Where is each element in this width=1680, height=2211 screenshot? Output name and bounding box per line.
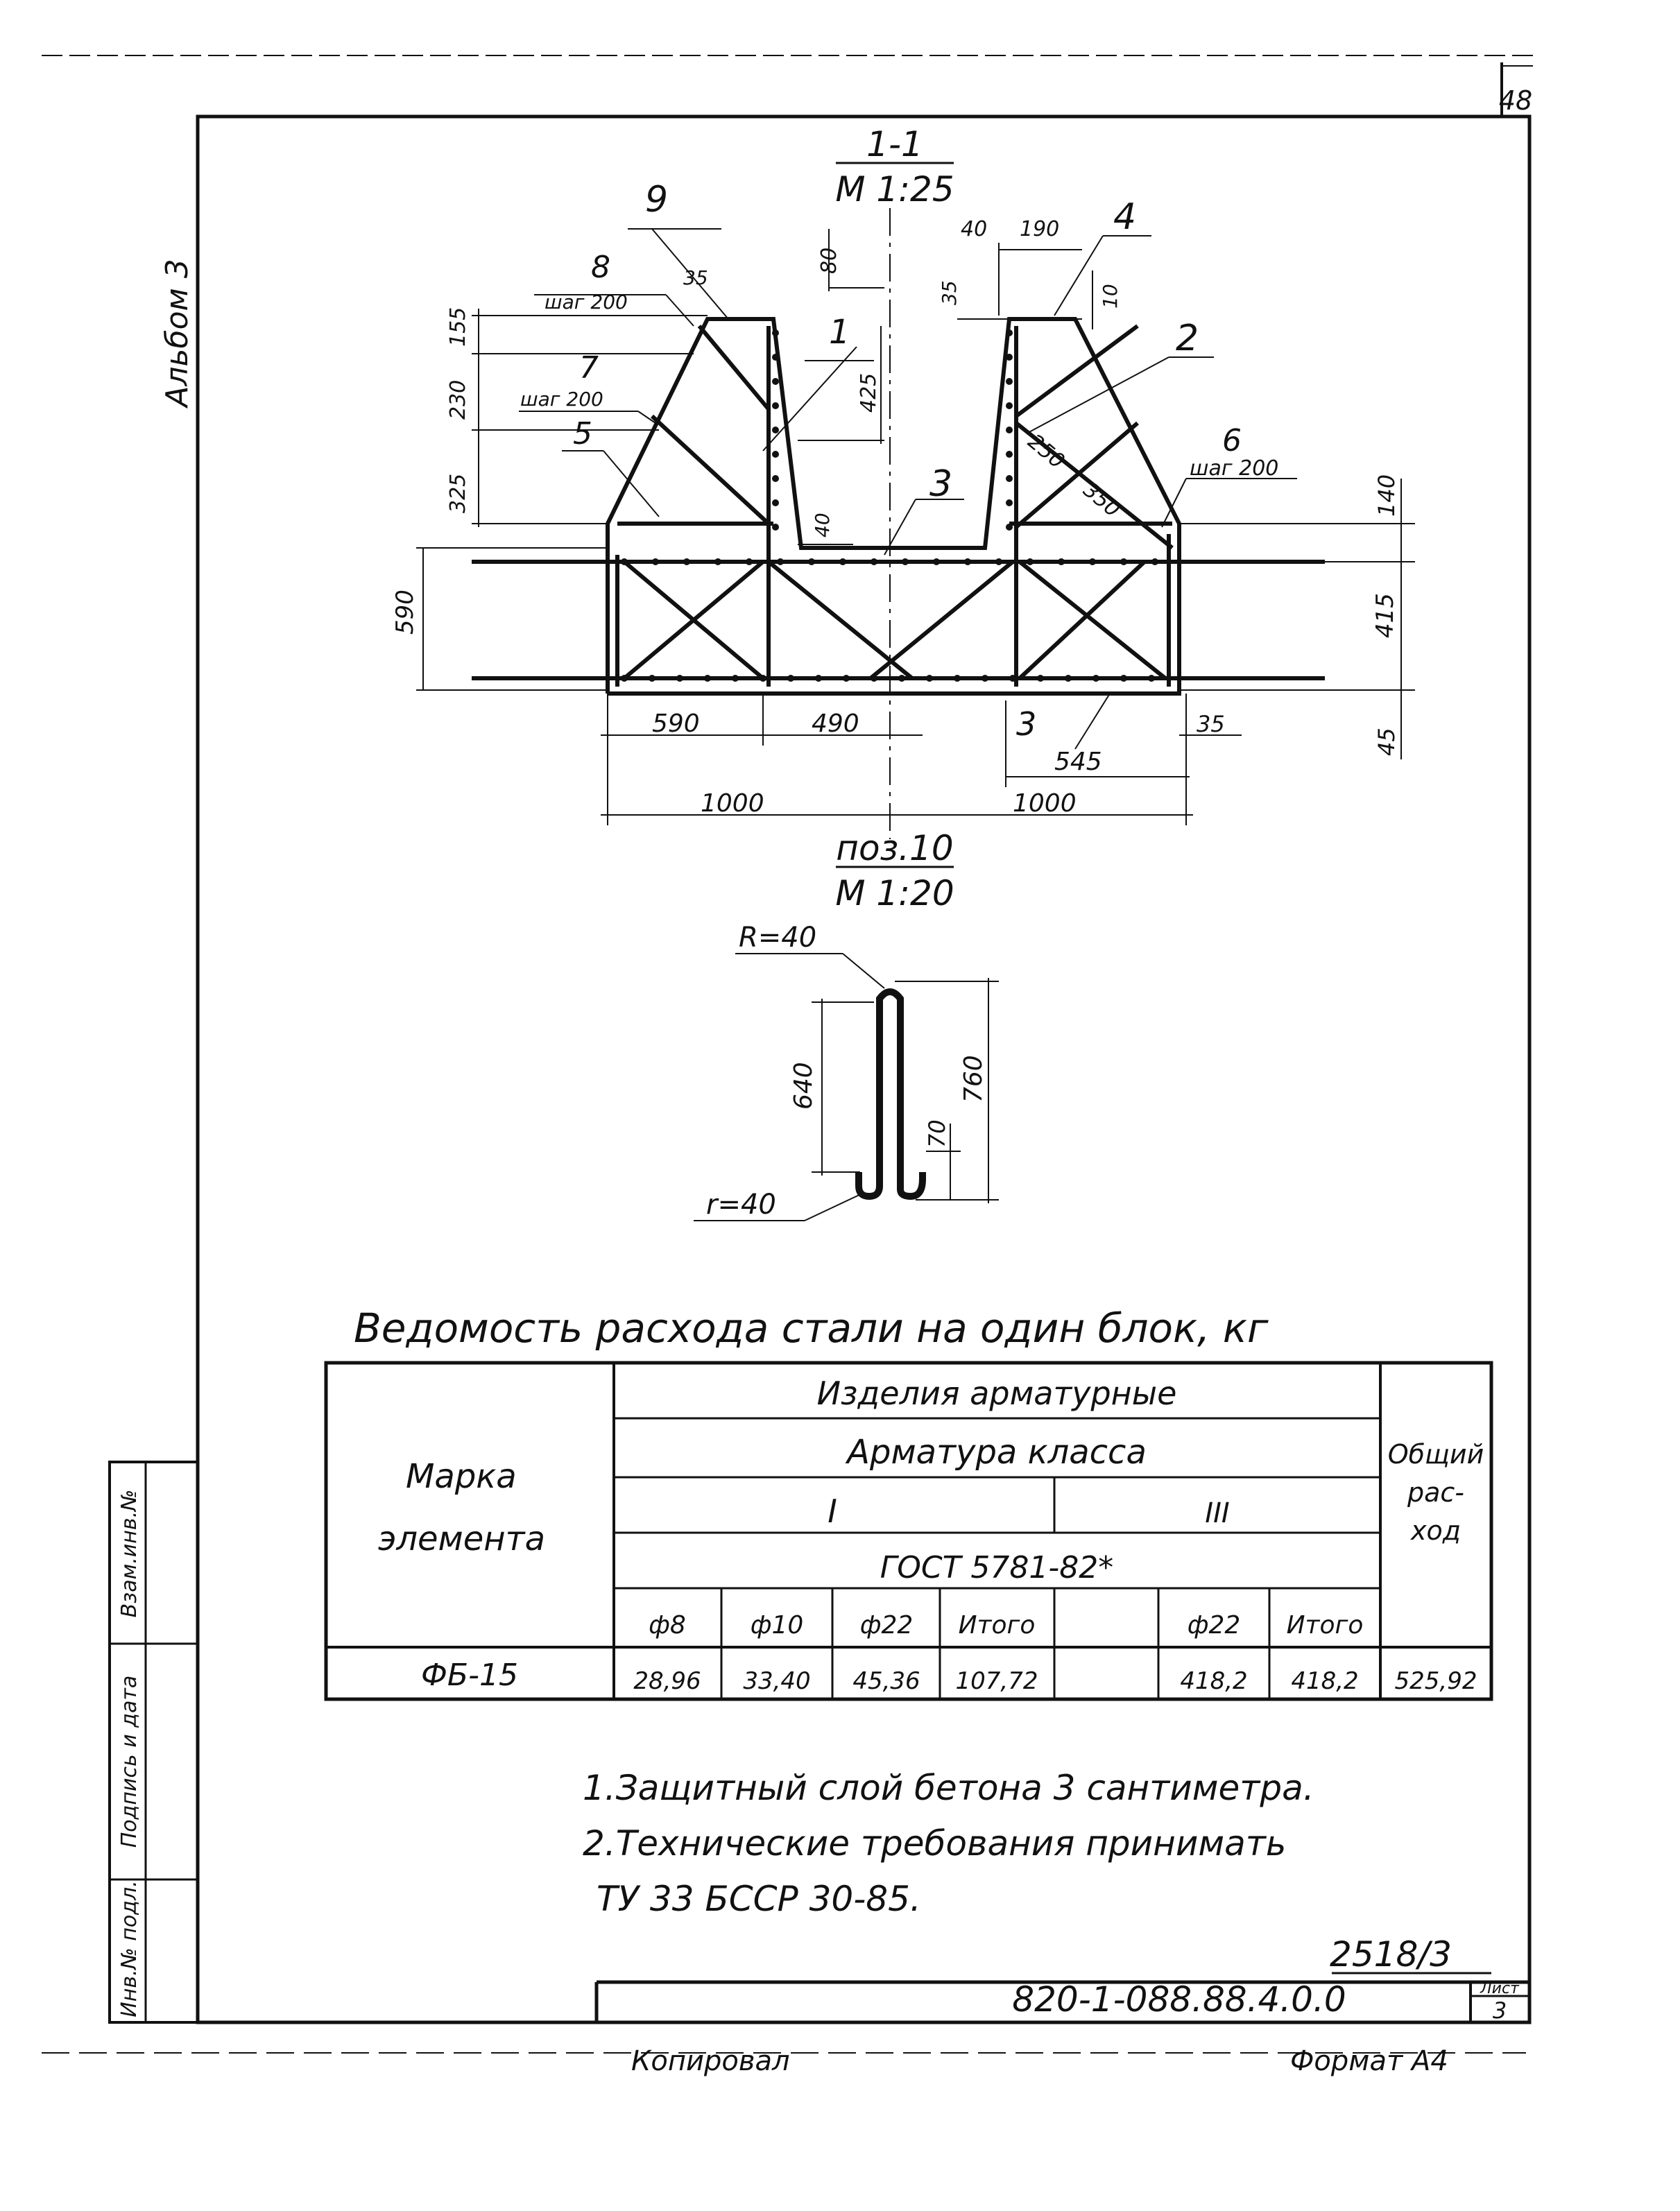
sheet-frame xyxy=(42,55,1533,2053)
rebar-dot xyxy=(1006,402,1013,409)
label-8: 8 xyxy=(591,250,610,285)
dim-325: 325 xyxy=(446,473,470,513)
stamp-inv-label: Инв.№ подл. xyxy=(117,1880,142,2018)
rebar-dot xyxy=(1058,558,1065,565)
dim-1000-right: 1000 xyxy=(1013,789,1077,818)
rebar-dot xyxy=(683,558,690,565)
doc-number: 2518/3 xyxy=(1330,1934,1452,1975)
dim-590-horiz: 590 xyxy=(652,709,700,738)
table-title: Ведомость расхода стали на один блок, кг xyxy=(354,1305,1269,1352)
rebar-dot xyxy=(933,558,940,565)
header-mark-line1: Марка xyxy=(406,1457,517,1496)
cell-phi8: 28,96 xyxy=(633,1667,701,1695)
page-number: 48 xyxy=(1498,85,1533,116)
left-stamp xyxy=(110,1462,198,2022)
col-total-b: Итого xyxy=(1286,1611,1364,1640)
rebar-dot xyxy=(1006,354,1013,361)
col-phi8: ф8 xyxy=(649,1611,686,1640)
dim-155: 155 xyxy=(446,307,470,347)
rebar-dot xyxy=(1148,675,1155,682)
rebar-dot xyxy=(1009,675,1016,682)
detail-r-bottom: r=40 xyxy=(706,1189,776,1221)
header-total-line1: Общий xyxy=(1387,1439,1484,1470)
rebar-dot xyxy=(772,499,779,506)
header-class-1: I xyxy=(828,1492,837,1530)
rebar-dot xyxy=(772,475,779,482)
header-class: Арматура класса xyxy=(847,1433,1147,1472)
dim-10: 10 xyxy=(1099,284,1122,309)
dim-40-top: 40 xyxy=(961,217,988,241)
dim-35-top-right: 35 xyxy=(938,280,961,305)
rebar-dot xyxy=(954,675,961,682)
rebar-dot xyxy=(1006,329,1013,336)
rebar-dot xyxy=(676,675,683,682)
dim-35-top-left: 35 xyxy=(683,266,708,289)
rebar-dot xyxy=(1027,558,1034,565)
cell-phi10: 33,40 xyxy=(743,1667,811,1695)
rebar-dot xyxy=(652,558,659,565)
label-2: 2 xyxy=(1176,318,1199,359)
rebar-dot xyxy=(621,675,628,682)
rebar-dot xyxy=(777,558,784,565)
label-9: 9 xyxy=(645,179,669,221)
stamp-replace-label: Взам.инв.№ xyxy=(117,1489,142,1618)
rebar-dot xyxy=(1006,499,1013,506)
dim-490: 490 xyxy=(812,709,859,738)
rebar-dot xyxy=(704,675,711,682)
sheet-number: 3 xyxy=(1492,1997,1507,2024)
dim-590-vert: 590 xyxy=(391,590,419,635)
label-4: 4 xyxy=(1113,196,1137,238)
dim-250: 250 xyxy=(1022,429,1070,474)
rebar-dot xyxy=(772,524,779,531)
col-phi22-a: ф22 xyxy=(859,1611,914,1640)
section-1-1 xyxy=(391,124,1415,839)
rebar-dot xyxy=(621,558,628,565)
rebar-dot xyxy=(760,675,766,682)
rebar-dot xyxy=(964,558,971,565)
rebar-dot xyxy=(1089,558,1096,565)
rebar-dot xyxy=(1120,558,1127,565)
header-gost: ГОСТ 5781-82* xyxy=(880,1550,1114,1585)
rebar-dot xyxy=(1006,378,1013,385)
rebar-dot xyxy=(1065,675,1072,682)
detail-pos-10 xyxy=(694,828,999,1221)
rebar-dot xyxy=(772,329,779,336)
note-2: 2.Технические требования принимать xyxy=(583,1823,1287,1864)
rebar-dot xyxy=(772,378,779,385)
detail-r-top: R=40 xyxy=(739,922,817,954)
header-class-3: III xyxy=(1205,1497,1230,1529)
rebar-dot xyxy=(898,675,905,682)
cell-phi22-a: 45,36 xyxy=(852,1667,920,1695)
rebar-dot xyxy=(902,558,909,565)
rebar-dot xyxy=(732,675,739,682)
rebar-dot xyxy=(871,675,877,682)
label-3-lower: 3 xyxy=(1016,705,1037,743)
rebar-dot xyxy=(1092,675,1099,682)
rebar-dot xyxy=(871,558,877,565)
dim-40-mid: 40 xyxy=(811,513,834,537)
rebar-dot xyxy=(772,402,779,409)
rebar-dot xyxy=(926,675,933,682)
header-mark-line2: элемента xyxy=(378,1520,546,1558)
stamp-signature-label: Подпись и дата xyxy=(117,1675,142,1848)
rebar-dot xyxy=(746,558,753,565)
label-step-6: шаг 200 xyxy=(1190,456,1279,481)
label-1: 1 xyxy=(829,313,850,352)
label-7: 7 xyxy=(579,350,599,386)
detail-title: поз.10 xyxy=(836,828,954,868)
reinforcement xyxy=(472,326,1325,687)
dim-350: 350 xyxy=(1078,478,1125,522)
cell-grand-total: 525,92 xyxy=(1394,1667,1477,1695)
dim-140: 140 xyxy=(1373,474,1400,517)
dim-35-right: 35 xyxy=(1197,711,1225,737)
dim-425: 425 xyxy=(857,372,881,413)
rebar-dot xyxy=(772,451,779,458)
dim-190: 190 xyxy=(1020,217,1060,241)
label-step-7: шаг 200 xyxy=(520,388,603,411)
sheet-label: Лист xyxy=(1480,1980,1519,1997)
label-5: 5 xyxy=(573,416,592,451)
dim-415: 415 xyxy=(1371,593,1399,638)
rebar-dot xyxy=(839,558,846,565)
detail-dim-640: 640 xyxy=(789,1062,818,1110)
rebar-dot xyxy=(649,675,655,682)
format-label: Формат А4 xyxy=(1290,2045,1448,2077)
rebar-dot xyxy=(808,558,815,565)
rebar-dot xyxy=(714,558,721,565)
cell-total-a: 107,72 xyxy=(955,1667,1038,1695)
dim-1000-left: 1000 xyxy=(701,789,764,818)
rebar-dot xyxy=(982,675,988,682)
dim-80: 80 xyxy=(817,247,841,274)
col-total-a: Итого xyxy=(958,1611,1036,1640)
rebar-dot xyxy=(1006,451,1013,458)
rebar-dot xyxy=(1120,675,1127,682)
detail-dim-70: 70 xyxy=(924,1119,950,1148)
dimension-lines xyxy=(416,229,1415,825)
row-mark: ФБ-15 xyxy=(421,1658,518,1693)
col-phi10: ф10 xyxy=(750,1611,804,1640)
note-3: ТУ 33 БССР 30-85. xyxy=(597,1879,921,1919)
label-3: 3 xyxy=(929,463,953,505)
rebar-dot xyxy=(843,675,850,682)
label-step-8: шаг 200 xyxy=(545,291,628,313)
header-total-line3: ход xyxy=(1410,1515,1462,1546)
detail-dim-760: 760 xyxy=(959,1055,988,1103)
rebar-dot xyxy=(772,427,779,433)
section-title: 1-1 xyxy=(866,124,923,164)
cell-total-b: 418,2 xyxy=(1291,1667,1359,1695)
rebar-dot xyxy=(1006,475,1013,482)
detail-scale: М 1:20 xyxy=(835,873,954,913)
header-products: Изделия арматурные xyxy=(816,1375,1177,1412)
rebar-dot xyxy=(1151,558,1158,565)
rebar-dot xyxy=(815,675,822,682)
dim-230: 230 xyxy=(446,379,470,420)
copied-by-label: Копировал xyxy=(631,2045,790,2077)
rebar-dot xyxy=(772,354,779,361)
designation: 820-1-088.88.4.0.0 xyxy=(1012,1979,1346,2020)
u-bar-shape xyxy=(859,992,923,1196)
section-scale: М 1:25 xyxy=(835,169,954,209)
rebar-dot xyxy=(787,675,794,682)
dim-45: 45 xyxy=(1373,728,1400,756)
rebar-dot xyxy=(1006,427,1013,433)
label-6: 6 xyxy=(1222,423,1242,458)
cell-phi22-b: 418,2 xyxy=(1180,1667,1248,1695)
dim-545: 545 xyxy=(1054,748,1102,776)
header-total-line2: рас- xyxy=(1407,1477,1465,1508)
detail-dims xyxy=(694,954,999,1221)
rebar-dot xyxy=(1037,675,1044,682)
album-label: Альбом 3 xyxy=(160,259,195,407)
rebar-dot xyxy=(995,558,1002,565)
note-1: 1.Защитный слой бетона 3 сантиметра. xyxy=(583,1768,1314,1808)
rebar-dot xyxy=(1006,524,1013,531)
col-phi22-b: ф22 xyxy=(1187,1611,1241,1640)
